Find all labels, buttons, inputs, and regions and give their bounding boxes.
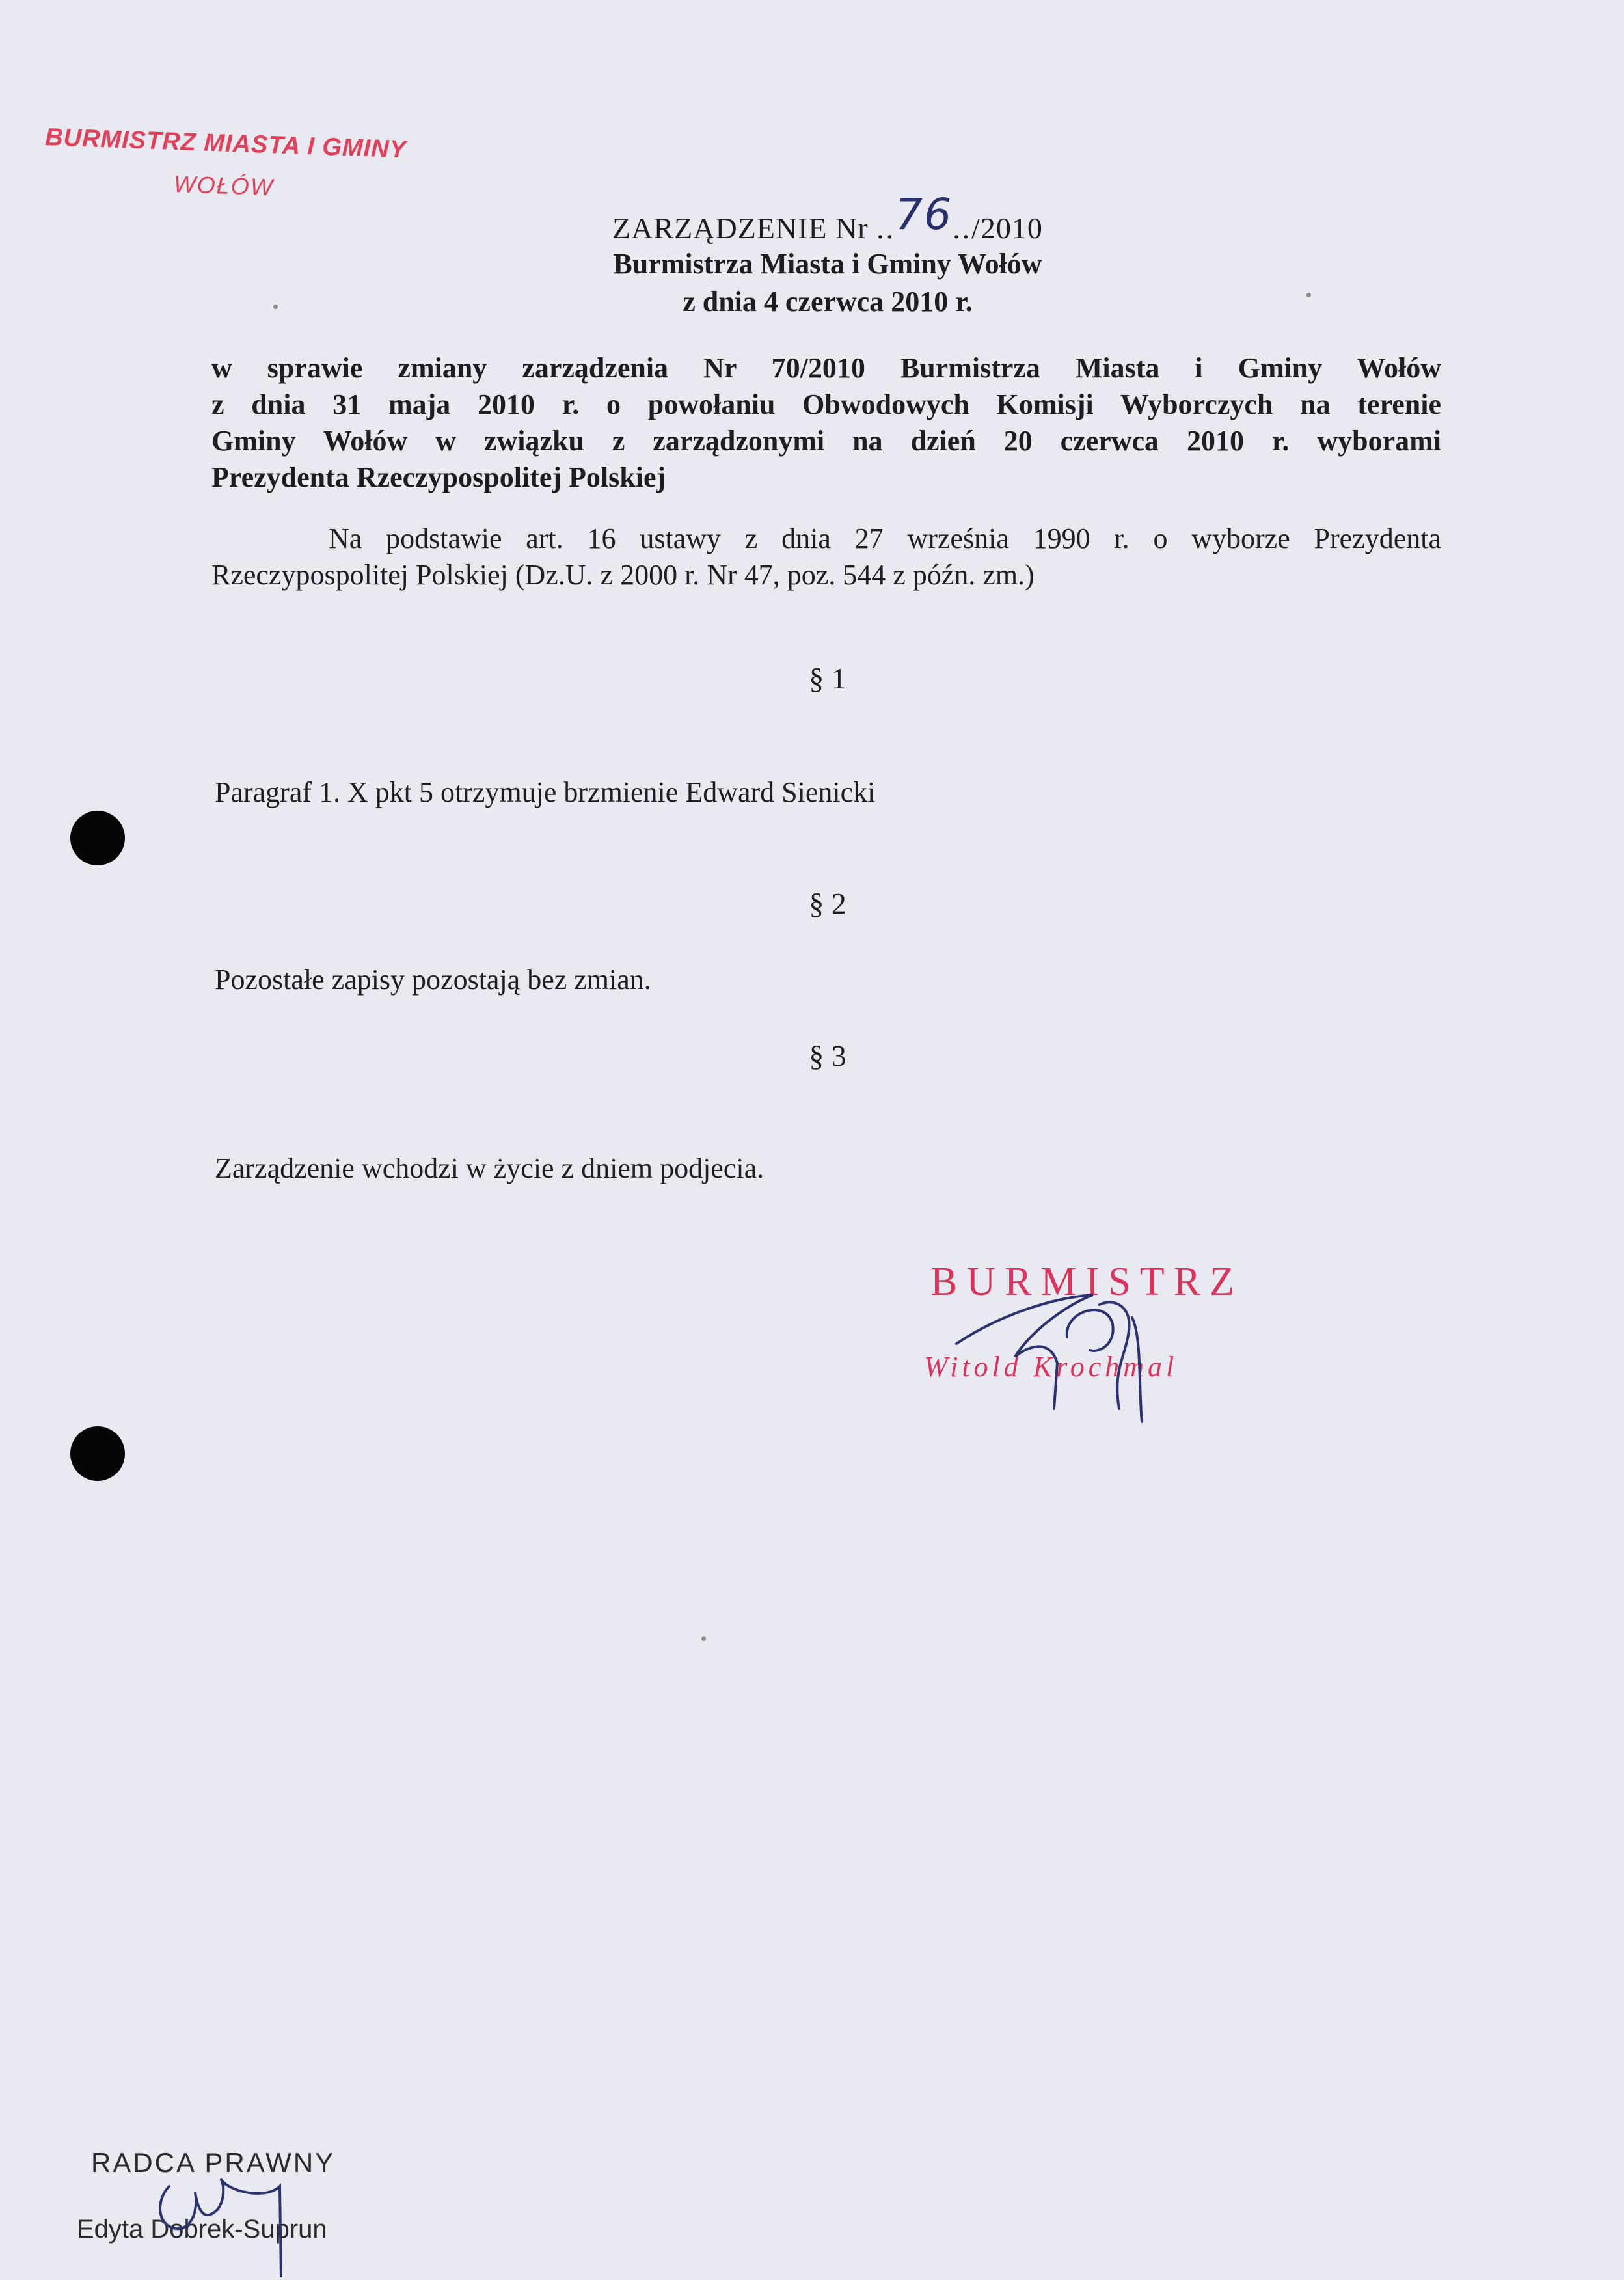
basis-line-1: Na podstawie art. 16 ustawy z dnia 27 września 1990 r. o wyborze Prezydenta	[329, 522, 1441, 554]
scan-speck	[273, 305, 278, 309]
binder-hole-bottom	[70, 1426, 125, 1481]
scan-speck	[701, 1636, 706, 1641]
legal-handwritten-signature	[72, 2147, 410, 2277]
handwritten-number: 76	[895, 189, 953, 239]
scan-speck	[1306, 293, 1311, 297]
mayor-handwritten-signature	[917, 1259, 1282, 1428]
paragraph-1-mark: § 1	[809, 662, 846, 695]
paragraph-2-text: Pozostałe zapisy pozostają bez zmian.	[215, 964, 651, 996]
legal-stamp-title: RADCA PRAWNY	[91, 2147, 336, 2178]
mayor-stamp-name: Witold Krochmal	[924, 1351, 1178, 1383]
legal-basis	[211, 521, 1441, 593]
paragraph-3-text: Zarządzenie wchodzi w życie z dniem podjecia.	[215, 1152, 765, 1184]
title-prefix: ZARZĄDZENIE Nr	[612, 211, 877, 245]
document-title	[215, 189, 1441, 245]
document-header	[215, 189, 1441, 321]
issuer-line: Burmistrza Miasta i Gminy Wołów	[613, 248, 1042, 280]
paragraph-3-mark: § 3	[809, 1039, 846, 1072]
office-stamp-line1: BURMISTRZ MIASTA I GMINY	[44, 124, 407, 164]
title-suffix: /2010	[971, 211, 1043, 245]
office-stamp	[43, 124, 448, 208]
title-dots-before: ..	[876, 211, 896, 245]
subject-line-3: Gminy Wołów w związku z zarządzonymi na dzień 20 czerwca 2010 r. wyborami	[211, 425, 1441, 457]
title-dots-after: ..	[953, 211, 972, 245]
mayor-stamp-title: BURMISTRZ	[930, 1260, 1243, 1304]
paragraph-1-text: Paragraf 1. X pkt 5 otrzymuje brzmienie Edward Sienicki	[215, 776, 876, 808]
paragraph-2-mark: § 2	[809, 887, 846, 920]
subject-line-4: Prezydenta Rzeczypospolitej Polskiej	[211, 461, 666, 493]
subject-line-2: z dnia 31 maja 2010 r. o powołaniu Obwodowych Komisji Wyborczych na terenie	[211, 388, 1441, 420]
basis-line-2: Rzeczypospolitej Polskiej (Dz.U. z 2000 r. Nr 47, poz. 544 z późn. zm.)	[211, 559, 1035, 591]
mayor-signature-stamp	[917, 1259, 1282, 1428]
binder-hole-top	[70, 811, 125, 865]
date-line: z dnia 4 czerwca 2010 r.	[683, 286, 973, 318]
legal-counsel-stamp	[72, 2147, 410, 2277]
legal-stamp-name: Edyta Dobrek-Suprun	[77, 2215, 327, 2244]
subject-line-1: w sprawie zmiany zarządzenia Nr 70/2010 Burmistrza Miasta i Gminy Wołów	[211, 352, 1441, 384]
document-subject	[211, 350, 1441, 496]
office-stamp-line2: WOŁÓW	[173, 170, 275, 201]
